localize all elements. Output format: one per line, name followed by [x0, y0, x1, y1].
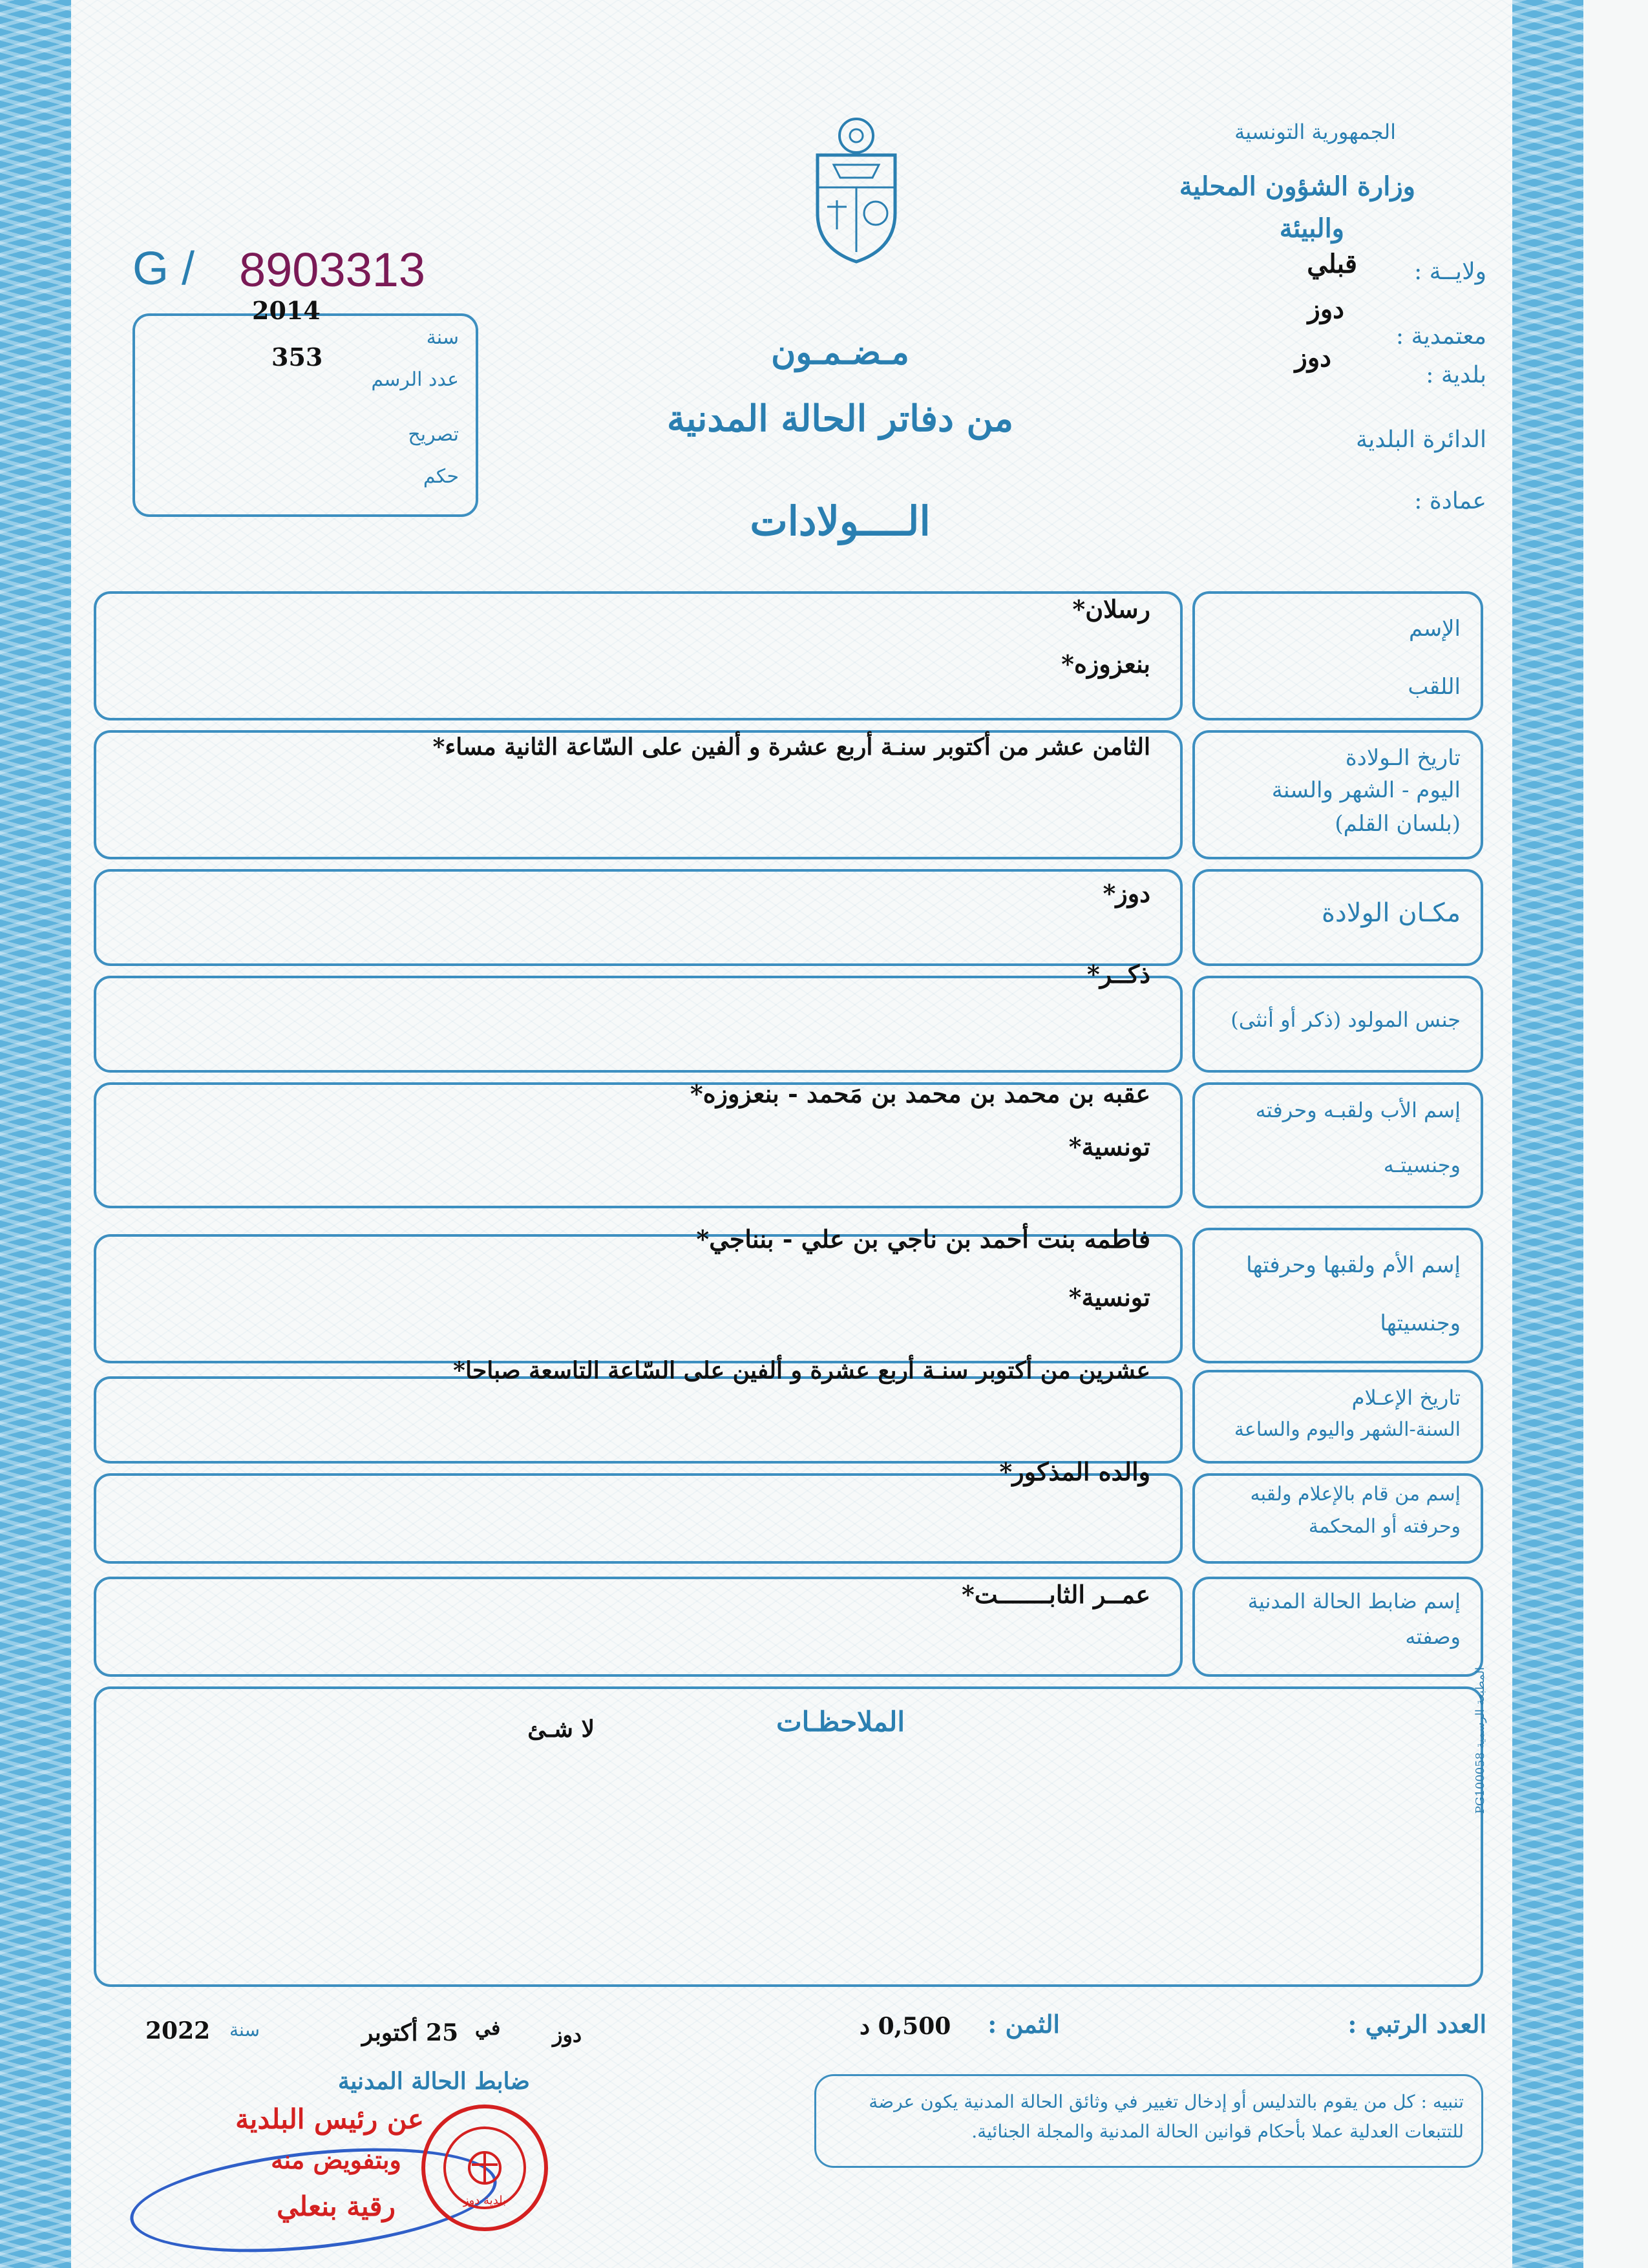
republic-label: الجمهورية التونسية [1234, 120, 1396, 144]
declaration-date-label-1: تاريخ الإعـلام [1351, 1385, 1461, 1410]
mother-nationality: تونسية* [1068, 1283, 1150, 1312]
declarant-label-1: إسم من قام بالإعلام ولقبه [1250, 1483, 1461, 1506]
municipality-value: دوز [1294, 342, 1331, 373]
name-value: رسلان* [1072, 594, 1150, 624]
officer-label-1: إسم ضابط الحالة المدنية [1247, 1589, 1461, 1613]
mother-label-box [1192, 1228, 1483, 1363]
surname-label: اللقب [1408, 674, 1461, 700]
serial-number: 8903313 [239, 243, 426, 297]
officer-title: ضابط الحالة المدنية [337, 2068, 530, 2095]
birth-date-label-2: اليوم - الشهر والسنة [1271, 777, 1461, 803]
notice-text: تنبيه : كل من يقوم بالتدليس أو إدخال تغيير في وثائق الحالة المدنية يكون عرضة للتتبعات العدلية عملا بأحكام قوانين الحالة المدنية والمجلة الجنائية. [869, 2091, 1464, 2142]
printer-mark: المطبعة الرسمية PG100058 [1474, 1667, 1487, 1814]
sex-value-box [94, 976, 1183, 1073]
father-label-1: إسم الأب ولقبـه وحرفته [1255, 1098, 1461, 1122]
footer-date-value: 25 أكتوبر [362, 2019, 459, 2046]
title-line1: مـضـمـون [771, 333, 909, 372]
delegation-label: معتمدية : [1395, 323, 1486, 350]
serial-number-label: العدد الرتبي : [1347, 2010, 1486, 2039]
title-line2: من دفاتر الحالة المدنية [666, 397, 1014, 440]
birth-date-label-1: تاريخ الـولادة [1345, 745, 1461, 771]
signature-line1: عن رئيس البلدية [235, 2103, 424, 2135]
ministry-line2: والبيئة [1279, 213, 1344, 244]
father-label-2: وجنسيتـه [1383, 1153, 1461, 1177]
mother-label-2: وجنسيتها [1380, 1310, 1461, 1336]
name-label: الإسم [1409, 616, 1461, 642]
father-value: عقبه بن محمد بن محمد بن مَحمد - بنعزوزه* [690, 1079, 1150, 1108]
ministry-line1: وزارة الشؤون المحلية [1179, 171, 1415, 202]
municipal-seal-icon [417, 2100, 553, 2236]
declarant-label-2: وحرفته أو المحكمة [1308, 1515, 1461, 1538]
officer-label-2: وصفته [1405, 1624, 1461, 1649]
registry-year-label: سنة [426, 326, 459, 349]
footer-place: دوز [553, 2022, 582, 2047]
birth-place-value: دوز* [1103, 879, 1150, 908]
remarks-label: الملاحظـات [776, 1706, 905, 1738]
father-nationality: تونسية* [1068, 1132, 1150, 1161]
mother-value: فاطمه بنت أحمد بن ناجي بن علي - بنناجي* [696, 1224, 1150, 1254]
seal-text: بلدية دوز [463, 2194, 507, 2207]
municipality-label: بلدية : [1426, 362, 1486, 388]
signature-name: رقية بنعلي [277, 2190, 396, 2222]
delegation-value: دوز [1307, 294, 1344, 324]
officer-value: عمــر الثابـــــــت* [962, 1580, 1150, 1609]
declaration-date-value-box [94, 1376, 1183, 1464]
surname-value: بنعزوزه* [1061, 649, 1150, 678]
signature-line2: وبتفويض منه [271, 2145, 401, 2174]
registry-number-value: 353 [271, 342, 323, 372]
mother-label-1: إسم الأم ولقبها وحرفتها [1246, 1252, 1461, 1278]
registry-declaration-label: تصريح [408, 423, 459, 446]
registry-number-label: عدد الرسم [371, 368, 459, 391]
birth-date-value: الثامن عشر من أكتوبر سنـة أربع عشرة و ألفين على السّاعة الثانية مساء* [432, 733, 1150, 761]
sex-label: جنس المولود (ذكر أو أنثى) [1231, 1007, 1461, 1032]
price-label: الثمن : [988, 2010, 1060, 2039]
birth-date-label-3: (بلسان القلم) [1335, 811, 1461, 837]
footer-year-value: 2022 [145, 2017, 211, 2044]
birth-place-label: مكـان الولادة [1321, 898, 1461, 928]
district-label: الدائرة البلدية [1355, 426, 1486, 453]
declaration-date-value: عشرين من أكتوبر سنـة أربع عشرة و ألفين على السّاعة التاسعة صباحا* [453, 1357, 1150, 1384]
sector-label: عمادة : [1414, 488, 1486, 514]
footer-year-label: سنة [229, 2019, 260, 2041]
declarant-value-box [94, 1473, 1183, 1564]
right-decorative-border [1512, 0, 1583, 2268]
declarant-value: والده المذكور* [999, 1457, 1150, 1486]
section-title: الــــولادات [750, 498, 931, 545]
sex-value: ذكــر* [1086, 960, 1150, 989]
registry-judgment-label: حكم [423, 465, 459, 488]
registry-year-value: 2014 [252, 296, 321, 325]
governorate-value: قبلي [1307, 249, 1357, 279]
serial-prefix: G / [132, 243, 195, 295]
tunisia-coat-of-arms-icon [798, 116, 914, 265]
declaration-date-label-2: السنة-الشهر واليوم والساعة [1234, 1418, 1461, 1441]
price-value: 0,500 د [860, 2013, 951, 2040]
remarks-value: لا شـئ [527, 1716, 595, 1743]
left-decorative-border [0, 0, 71, 2268]
footer-date-prefix: في [475, 2017, 501, 2040]
governorate-label: ولايــة : [1414, 258, 1486, 285]
